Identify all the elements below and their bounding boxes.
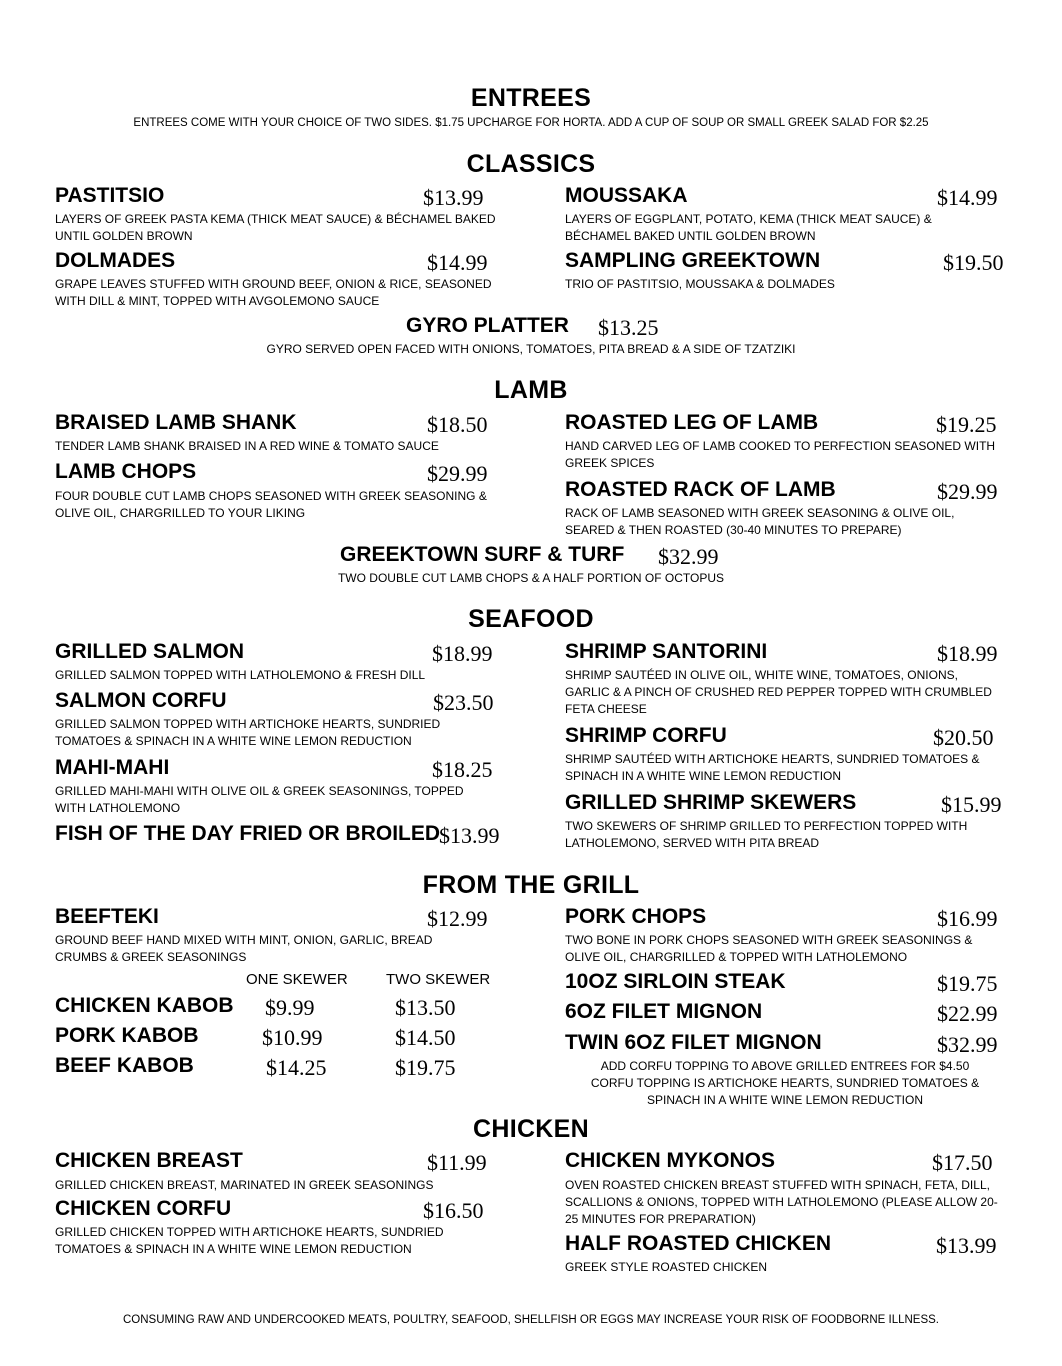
item-name: CHICKEN MYKONOS bbox=[565, 1149, 776, 1172]
item-name: CHICKEN CORFU bbox=[55, 1197, 232, 1220]
item-desc: GRILLED SALMON TOPPED WITH LATHOLEMONO & FRESH DILL bbox=[55, 668, 426, 682]
kabob-name: PORK KABOB bbox=[55, 1024, 199, 1047]
item-price: $16.99 bbox=[937, 906, 998, 931]
item-name: MOUSSAKA bbox=[565, 184, 688, 207]
item-price: $13.99 bbox=[439, 823, 500, 848]
item-desc: LAYERS OF GREEK PASTA KEMA (THICK MEAT SAUCE) & BÉCHAMEL BAKED UNTIL GOLDEN BROWN bbox=[55, 212, 496, 243]
kabob-price-one: $14.25 bbox=[266, 1055, 327, 1080]
food-safety-warning: CONSUMING RAW AND UNDERCOOKED MEATS, POULTRY, SEAFOOD, SHELLFISH OR EGGS MAY INCREASE YOUR RISK OF FOODBORNE ILLNESS. bbox=[122, 1314, 939, 1326]
corfu-note-line: CORFU TOPPING IS ARTICHOKE HEARTS, SUNDRIED TOMATOES & bbox=[590, 1076, 980, 1090]
item-name: MAHI-MAHI bbox=[55, 756, 170, 779]
item-name: GRILLED SALMON bbox=[55, 640, 244, 663]
item-price: $19.25 bbox=[936, 412, 997, 437]
item-desc: GRILLED CHICKEN BREAST, MARINATED IN GREEK SEASONINGS bbox=[55, 1178, 434, 1192]
featured-item-price: $13.25 bbox=[598, 315, 659, 340]
item-desc: TWO BONE IN PORK CHOPS SEASONED WITH GREEK SEASONINGS & OLIVE OIL, CHARGRILLED & TOPPED WITH LATHOLEMONO bbox=[565, 933, 973, 964]
item-desc: GRILLED MAHI-MAHI WITH OLIVE OIL & GREEK SEASONINGS, TOPPED WITH LATHOLEMONO bbox=[55, 784, 464, 815]
item-price: $13.99 bbox=[423, 185, 484, 210]
kabob-price-two: $19.75 bbox=[395, 1055, 456, 1080]
item-name: ROASTED RACK OF LAMB bbox=[565, 478, 836, 501]
item-price: $14.99 bbox=[937, 185, 998, 210]
entrees-note: ENTREES COME WITH YOUR CHOICE OF TWO SIDES. $1.75 UPCHARGE FOR HORTA. ADD A CUP OF SOUP OR SMALL GREEK SALAD FOR $2.25 bbox=[133, 117, 929, 129]
featured-item-desc: GYRO SERVED OPEN FACED WITH ONIONS, TOMATOES, PITA BREAD & A SIDE OF TZATZIKI bbox=[266, 342, 796, 356]
corfu-note-line: SPINACH IN A WHITE WINE LEMON REDUCTION bbox=[646, 1093, 924, 1107]
item-desc: OVEN ROASTED CHICKEN BREAST STUFFED WITH SPINACH, FETA, DILL, SCALLIONS & ONIONS, TOPPED WITH LATHOLEMONO (PLEASE ALLOW 20-25 MINUTES FOR PREPARATION) bbox=[565, 1178, 998, 1226]
item-name: GRILLED SHRIMP SKEWERS bbox=[565, 791, 857, 814]
item-price: $29.99 bbox=[427, 461, 488, 486]
item-desc: TWO SKEWERS OF SHRIMP GRILLED TO PERFECTION TOPPED WITH LATHOLEMONO, SERVED WITH PITA BREAD bbox=[565, 819, 968, 850]
item-price: $23.50 bbox=[433, 690, 494, 715]
featured-item-name: GREEKTOWN SURF & TURF bbox=[340, 543, 625, 566]
item-desc: SHRIMP SAUTÉED WITH ARTICHOKE HEARTS, SUNDRIED TOMATOES & SPINACH IN A WHITE WINE LEMON REDUCTION bbox=[565, 752, 980, 783]
page-title: ENTREES bbox=[470, 84, 592, 112]
item-price: $22.99 bbox=[937, 1001, 998, 1026]
item-price: $18.50 bbox=[427, 412, 488, 437]
item-price: $11.99 bbox=[427, 1150, 487, 1175]
item-name: 10OZ SIRLOIN STEAK bbox=[565, 970, 786, 993]
item-price: $13.99 bbox=[936, 1233, 997, 1258]
item-name: TWIN 6OZ FILET MIGNON bbox=[565, 1031, 822, 1054]
kabob-price-two: $13.50 bbox=[395, 995, 456, 1020]
section-title-chicken: CHICKEN bbox=[473, 1115, 589, 1143]
item-name: LAMB CHOPS bbox=[55, 460, 197, 483]
item-desc: HAND CARVED LEG OF LAMB COOKED TO PERFECTION SEASONED WITH GREEK SPICES bbox=[565, 439, 996, 470]
item-desc: GRAPE LEAVES STUFFED WITH GROUND BEEF, ONION & RICE, SEASONED WITH DILL & MINT, TOPPED WITH AVGOLEMONO SAUCE bbox=[55, 277, 492, 308]
featured-item-price: $32.99 bbox=[658, 544, 719, 569]
item-price: $20.50 bbox=[933, 725, 994, 750]
item-price: $15.99 bbox=[941, 792, 1002, 817]
featured-item-desc: TWO DOUBLE CUT LAMB CHOPS & A HALF PORTION OF OCTOPUS bbox=[337, 571, 725, 585]
item-price: $18.99 bbox=[937, 641, 998, 666]
kabob-price-one: $9.99 bbox=[265, 995, 315, 1020]
item-name: BRAISED LAMB SHANK bbox=[55, 411, 297, 434]
featured-item-name: GYRO PLATTER bbox=[406, 314, 569, 337]
item-name: SALMON CORFU bbox=[55, 689, 227, 712]
kabob-header-two: TWO SKEWER bbox=[386, 971, 491, 988]
item-desc: RACK OF LAMB SEASONED WITH GREEK SEASONING & OLIVE OIL, SEARED & THEN ROASTED (30-40 MINUTES TO PREPARE) bbox=[565, 506, 955, 537]
item-price: $12.99 bbox=[427, 906, 488, 931]
item-name: DOLMADES bbox=[55, 249, 176, 272]
section-title-grill: FROM THE GRILL bbox=[422, 871, 640, 899]
item-name: PASTITSIO bbox=[55, 184, 165, 207]
kabob-price-one: $10.99 bbox=[262, 1025, 323, 1050]
section-title-classics: CLASSICS bbox=[466, 150, 596, 178]
item-desc: TRIO OF PASTITSIO, MOUSSAKA & DOLMADES bbox=[565, 277, 835, 291]
item-desc: SHRIMP SAUTÉED IN OLIVE OIL, WHITE WINE, TOMATOES, ONIONS, GARLIC & A PINCH OF CRUSHED RED PEPPER TOPPED WITH CRUMBLED FETA CHEESE bbox=[565, 668, 992, 716]
item-desc: GREEK STYLE ROASTED CHICKEN bbox=[565, 1260, 768, 1274]
item-desc: FOUR DOUBLE CUT LAMB CHOPS SEASONED WITH GREEK SEASONING & OLIVE OIL, CHARGRILLED TO YOUR LIKING bbox=[55, 489, 487, 520]
item-desc: GRILLED CHICKEN TOPPED WITH ARTICHOKE HEARTS, SUNDRIED TOMATOES & SPINACH IN A WHITE WINE LEMON REDUCTION bbox=[55, 1225, 444, 1256]
kabob-price-two: $14.50 bbox=[395, 1025, 456, 1050]
item-name: ROASTED LEG OF LAMB bbox=[565, 411, 819, 434]
section-title-lamb: LAMB bbox=[494, 376, 568, 404]
item-price: $14.99 bbox=[427, 250, 488, 275]
item-name: SAMPLING GREEKTOWN bbox=[565, 249, 821, 272]
corfu-note bbox=[565, 1058, 1005, 1109]
item-desc: TENDER LAMB SHANK BRAISED IN A RED WINE & TOMATO SAUCE bbox=[55, 439, 439, 453]
section-title-seafood: SEAFOOD bbox=[468, 605, 594, 633]
item-name: 6OZ FILET MIGNON bbox=[565, 1000, 763, 1023]
item-name: CHICKEN BREAST bbox=[55, 1149, 243, 1172]
item-price: $19.75 bbox=[937, 971, 998, 996]
item-price: $18.99 bbox=[432, 641, 493, 666]
kabob-name: CHICKEN KABOB bbox=[55, 994, 234, 1017]
kabob-name: BEEF KABOB bbox=[55, 1054, 194, 1077]
item-name: FISH OF THE DAY FRIED OR BROILED bbox=[55, 822, 441, 845]
item-price: $18.25 bbox=[432, 757, 493, 782]
item-name: HALF ROASTED CHICKEN bbox=[565, 1232, 831, 1255]
item-name: PORK CHOPS bbox=[565, 905, 707, 928]
item-price: $16.50 bbox=[423, 1198, 484, 1223]
item-price: $19.50 bbox=[943, 250, 1004, 275]
corfu-note-line: ADD CORFU TOPPING TO ABOVE GRILLED ENTREES FOR $4.50 bbox=[600, 1059, 970, 1073]
item-price: $17.50 bbox=[932, 1150, 993, 1175]
item-price: $29.99 bbox=[937, 479, 998, 504]
item-name: SHRIMP CORFU bbox=[565, 724, 727, 747]
item-desc: GRILLED SALMON TOPPED WITH ARTICHOKE HEARTS, SUNDRIED TOMATOES & SPINACH IN A WHITE WINE LEMON REDUCTION bbox=[55, 717, 441, 748]
item-desc: LAYERS OF EGGPLANT, POTATO, KEMA (THICK MEAT SAUCE) & BÉCHAMEL BAKED UNTIL GOLDEN BROWN bbox=[565, 212, 932, 243]
item-name: BEEFTEKI bbox=[55, 905, 159, 928]
kabob-header-one: ONE SKEWER bbox=[246, 971, 348, 988]
item-desc: GROUND BEEF HAND MIXED WITH MINT, ONION, GARLIC, BREAD CRUMBS & GREEK SEASONINGS bbox=[55, 933, 433, 964]
item-price: $32.99 bbox=[937, 1032, 998, 1057]
item-name: SHRIMP SANTORINI bbox=[565, 640, 768, 663]
